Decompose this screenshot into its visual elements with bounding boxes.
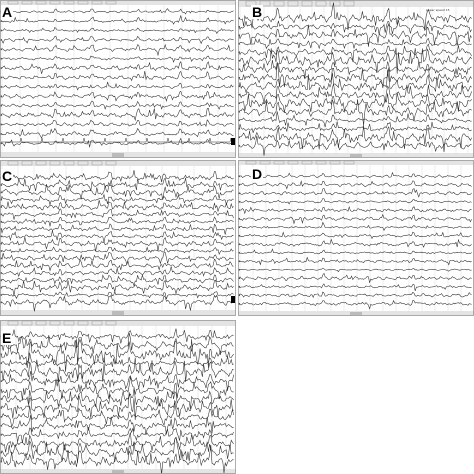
eeg-channel-trace [239, 122, 472, 133]
page-end-marker [231, 296, 235, 303]
eeg-channel-trace [1, 329, 234, 344]
eeg-channel-trace [239, 239, 472, 247]
eeg-channel-trace [239, 215, 472, 224]
eeg-channel-trace [239, 207, 472, 214]
eeg-channel-trace [239, 284, 472, 291]
eeg-channel-trace [1, 91, 234, 101]
eeg-channel-trace [1, 209, 234, 220]
eeg-channel-trace [239, 258, 472, 265]
panel-label-d: D [252, 166, 263, 182]
eeg-channel-trace [1, 247, 234, 254]
eeg-channel-trace [1, 62, 234, 74]
eeg-channel-trace [1, 71, 234, 80]
eeg-channel-trace [239, 39, 472, 49]
montage-header-bar [238, 0, 474, 7]
eeg-channel-trace [239, 222, 472, 230]
eeg-channel-trace [1, 224, 234, 235]
eeg-channel-trace [1, 56, 234, 62]
panel-label-e: E [2, 330, 12, 346]
eeg-channel-trace [239, 70, 472, 93]
eeg-channel-trace [239, 24, 472, 47]
eeg-channel-trace [1, 377, 234, 400]
eeg-channel-trace [239, 173, 472, 178]
eeg-channel-trace [1, 253, 234, 265]
eeg-channel-trace [239, 188, 472, 197]
eeg-channel-trace [1, 101, 234, 109]
panel-label-b: B [252, 4, 263, 20]
eeg-panel-a [0, 0, 236, 158]
eeg-channel-trace [1, 403, 234, 427]
eeg-channel-trace [239, 249, 472, 254]
eeg-channel-trace [239, 62, 472, 88]
eeg-channel-trace [239, 232, 472, 238]
eeg-channel-trace [239, 20, 472, 35]
eeg-channel-trace [1, 184, 234, 200]
eeg-channel-trace [239, 44, 472, 62]
panel-label-c: C [2, 168, 13, 184]
eeg-channel-trace [1, 427, 234, 443]
eeg-channel-trace [1, 108, 234, 120]
eeg-channel-trace [1, 9, 234, 14]
eeg-panel-e [0, 320, 236, 474]
eeg-panel-d [238, 160, 474, 316]
page-end-marker [231, 138, 235, 145]
eeg-traces-d [238, 160, 474, 316]
eeg-traces-b [238, 0, 474, 158]
ecg-channel-trace [1, 138, 233, 142]
eeg-channel-trace [1, 280, 234, 296]
eeg-traces-a [0, 0, 236, 158]
eeg-channel-trace [1, 120, 234, 126]
scroll-thumb [112, 470, 124, 473]
eeg-channel-trace [1, 292, 234, 300]
eeg-channel-trace [1, 275, 234, 286]
eeg-traces-c [0, 160, 236, 316]
eeg-channel-trace [1, 36, 234, 43]
scroll-thumb [112, 153, 124, 157]
eeg-channel-trace [1, 295, 234, 311]
eeg-channel-trace [1, 82, 234, 90]
eeg-channel-trace [1, 16, 234, 24]
eeg-channel-trace [239, 111, 472, 127]
eeg-channel-trace [1, 28, 234, 34]
eeg-channel-trace [239, 199, 472, 205]
eeg-channel-trace [1, 200, 234, 211]
eeg-channel-trace [1, 138, 234, 147]
scroll-thumb [350, 154, 362, 157]
eeg-channel-trace [1, 371, 234, 391]
scroll-thumb [112, 311, 124, 315]
eeg-channel-trace [1, 266, 234, 276]
eeg-channel-trace [1, 237, 234, 251]
eeg-channel-trace [1, 217, 234, 226]
eeg-channel-trace [1, 170, 234, 182]
eeg-channel-trace [1, 195, 234, 205]
eeg-channel-trace [239, 301, 472, 309]
paper-speed-text: paper speed 15 [426, 8, 450, 12]
eeg-traces-e [0, 320, 236, 474]
panel-frame [1, 1, 236, 158]
scroll-thumb [350, 312, 362, 315]
eeg-channel-trace [239, 181, 472, 189]
eeg-channel-trace [239, 273, 472, 283]
eeg-panel-b [238, 0, 474, 158]
panel-label-a: A [2, 4, 13, 20]
eeg-channel-trace [1, 178, 234, 191]
eeg-channel-trace [1, 388, 234, 409]
eeg-channel-trace [239, 268, 472, 271]
eeg-channel-trace [1, 129, 234, 139]
eeg-panel-c [0, 160, 236, 316]
eeg-channel-trace [239, 292, 472, 297]
eeg-channel-trace [1, 432, 234, 452]
eeg-channel-trace [1, 437, 234, 462]
eeg-channel-trace [1, 45, 234, 56]
eeg-channel-trace [1, 231, 234, 243]
